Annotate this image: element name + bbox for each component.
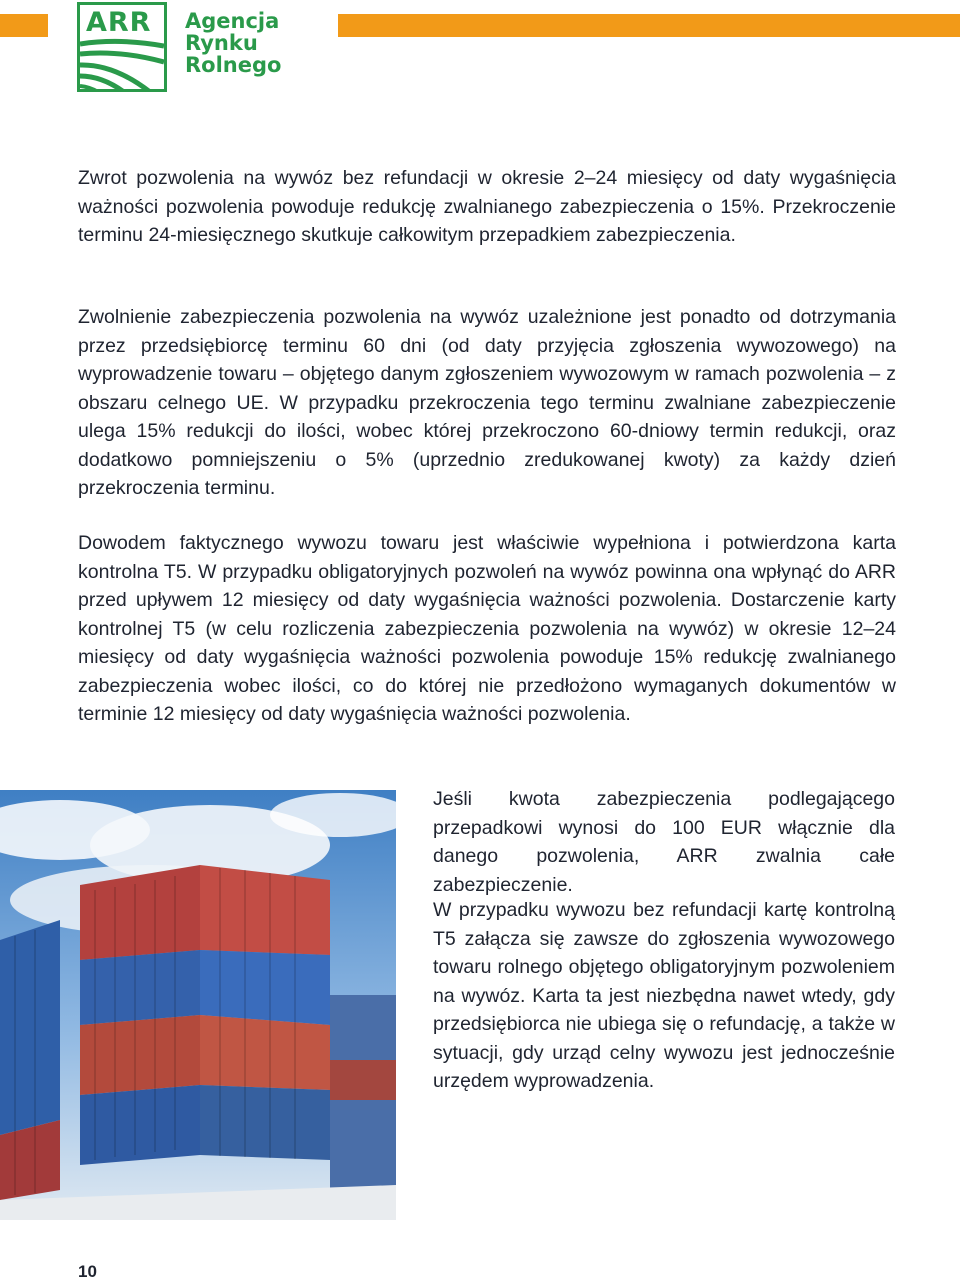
- body-paragraph: Dowodem faktycznego wywozu towaru jest właściwie wypełniona i potwierdzona karta kontrolna T5. W przypadku obligatoryjnych pozwoleń na wywóz powinna ona wpłynąć do ARR przed upływem 12 miesięcy od daty wygaśnięcia ważności pozwolenia. Dostarczenie karty kontrolnej T5 (w celu rozliczenia zabezpieczenia pozwolenia na wywóz) w okresie 12–24 miesięcy od daty wygaśnięcia ważności pozwolenia powoduje 15% redukcję zwalnianego zabezpieczenia wobec ilości, co do której nie przedłożono wymaganych dokumentów w terminie 12 miesięcy od daty wygaśnięcia ważności pozwolenia.: [78, 532, 896, 725]
- logo-name-line: Rolnego: [185, 53, 282, 77]
- logo-abbr: ARR: [86, 7, 152, 38]
- logo-name-line: Agencja: [185, 9, 280, 33]
- sidebar-paragraph: Jeśli kwota zabezpieczenia podlegającego przepadkowi wynosi do 100 EUR włącznie dla danego pozwolenia, ARR zwalnia całe zabezpieczenie.: [433, 788, 895, 896]
- arr-logo: [77, 2, 307, 96]
- page-number: 10: [78, 1262, 97, 1281]
- header-accent-bar-right: [338, 14, 960, 37]
- header-accent-bar-left: [0, 14, 48, 37]
- body-paragraph: Zwrot pozwolenia na wywóz bez refundacji w okresie 2–24 miesięcy od daty wygaśnięcia ważności pozwolenia powoduje redukcję zwalnianego zabezpieczenia o 15%. Przekroczenie terminu 24-miesięcznego skutkuje całkowitym przepadkiem zabezpieczenia.: [78, 167, 896, 246]
- logo-name-line: Rynku: [185, 31, 258, 55]
- logo-name: [185, 10, 281, 76]
- body-paragraph: Zwolnienie zabezpieczenia pozwolenia na wywóz uzależnione jest ponadto od dotrzymania przez przedsiębiorcę terminu 60 dni (od daty przyjęcia zgłoszenia wywozowego) na wyprowadzenie towaru – objętego danym zgłoszeniem wywozowym w ramach pozwolenia – z obszaru celnego UE. W przypadku przekroczenia tego terminu zwalniane zabezpieczenie ulega 15% redukcji do ilości, wobec której przekroczono 60-dniowy termin redukcji, oraz dodatkowo pomniejszeniu o 5% (uprzednio zredukowanej kwoty) za każdy dzień przekroczenia terminu.: [78, 306, 896, 499]
- shipping-containers-photo: [0, 790, 396, 1220]
- field-furrows-icon: [80, 36, 164, 92]
- logo-emblem: [77, 2, 167, 92]
- sidebar-paragraph: W przypadku wywozu bez refundacji kartę kontrolną T5 załącza się zawsze do zgłoszenia wywozowego towaru rolnego objętego obligatoryjnym pozwoleniem na wywóz. Karta ta jest niezbędna nawet wtedy, gdy przedsiębiorca nie ubiega się o refundację, a także w sytuacji, gdy urząd celny wywozu jest jednocześnie urzędem wyprowadzenia.: [433, 899, 895, 1092]
